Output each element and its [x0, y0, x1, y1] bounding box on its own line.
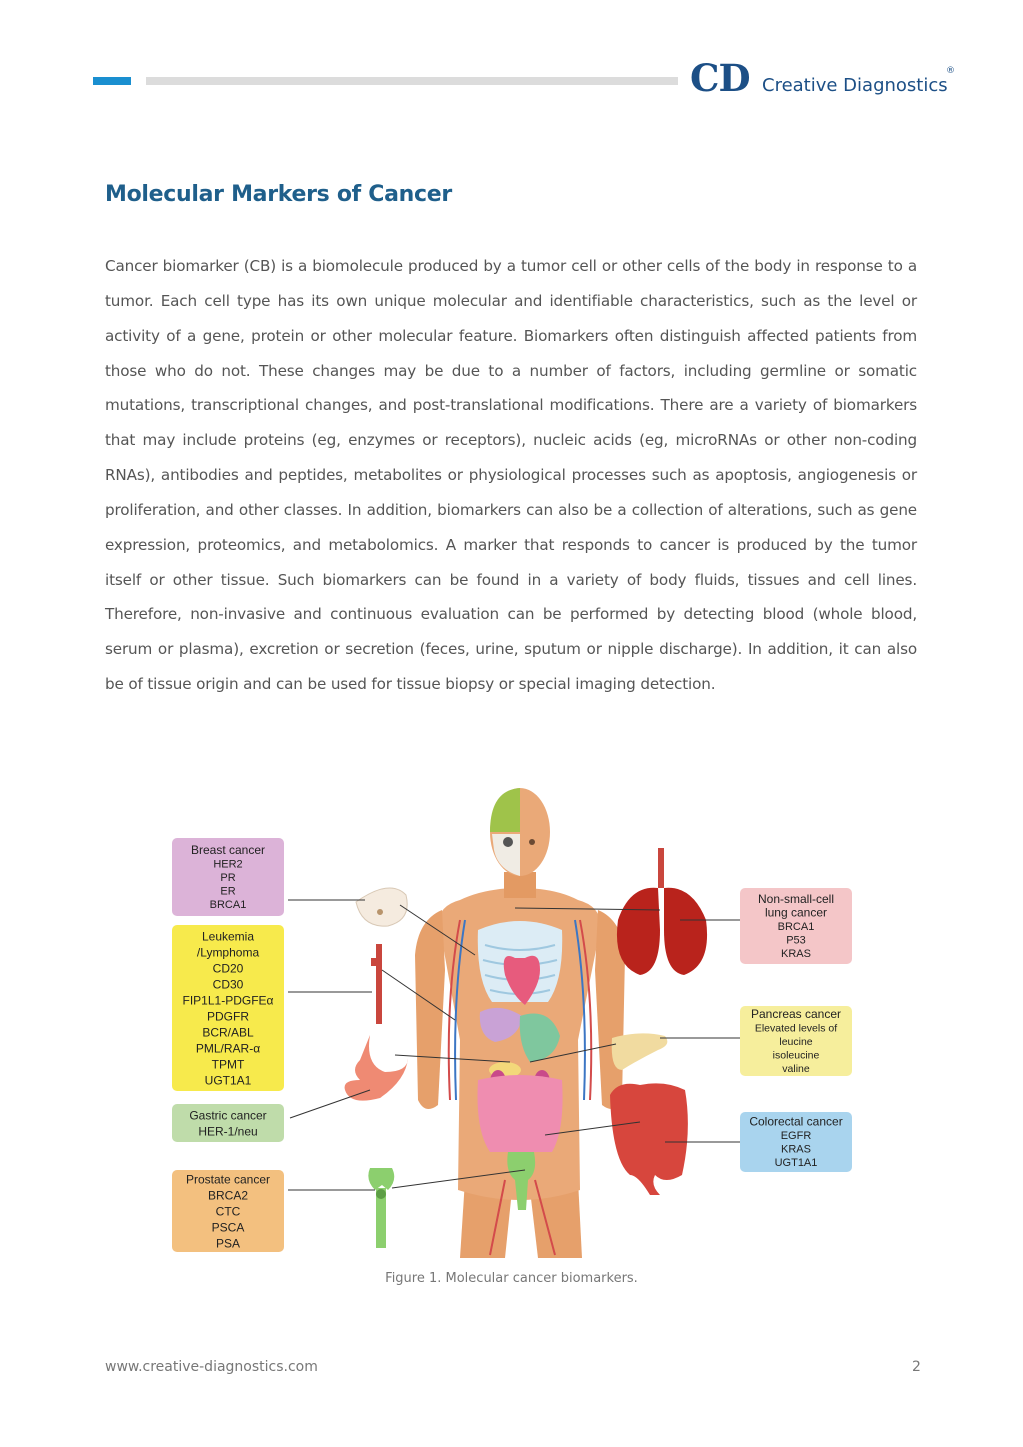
body-paragraph: Cancer biomarker (CB) is a biomolecule produced by a tumor cell or other cells of the body in response to a tumor. Each cell type has its own unique molecular and identifiable characteristics, such as the level or activity of a gene, protein or other molecular feature. Biomarkers often distinguish affected patients from those who do not. These changes may be due to a number of factors, including germline or somatic mutations, transcriptional changes, and post-translational modifications. There are a variety of biomarkers that may include proteins (eg, enzymes or receptors), nucleic acids (eg, microRNAs or other non-coding RNAs), antibodies and peptides, metabolites or physiological processes such as apoptosis, angiogenesis or proliferation, and other classes. In addition, biomarkers can also be a collection of alterations, such as gene expression, proteomics, and metabolomics. A marker that responds to cancer is produced by the tumor itself or other tissue. Such biomarkers can be found in a variety of body fluids, tissues and cell lines. Therefore, non-invasive and continuous evaluation can be performed by detecting blood (whole blood, serum or plasma), excretion or secretion (feces, urine, sputum or nipple discharge). In addition, it can also be of tissue origin and can be used for tissue biopsy or special imaging detection. — [105, 257, 917, 694]
biomarker-label-prostate-0: Prostate cancer — [185, 1172, 271, 1187]
biomarker-label-gastric-0: Gastric cancer — [189, 1108, 267, 1123]
human-body-illustration — [415, 788, 625, 1258]
lungs-icon — [617, 848, 707, 975]
biomarker-label-lung-4: KRAS — [781, 947, 811, 960]
biomarker-label-breast-3: ER — [220, 885, 236, 898]
blood-vessel-icon — [371, 944, 382, 1024]
registered-mark: ® — [946, 66, 955, 76]
biomarker-label-pancreas-4: valine — [782, 1062, 810, 1075]
biomarker-box-leukemia — [172, 925, 284, 1091]
biomarker-label-breast-1: HER2 — [213, 858, 243, 871]
logo-mark: CD — [690, 56, 750, 100]
biomarker-label-pancreas-0: Pancreas cancer — [750, 1006, 842, 1021]
biomarker-label-breast-2: PR — [220, 871, 236, 884]
biomarker-label-leukemia-3: CD30 — [212, 977, 244, 992]
figure-cancer-biomarkers — [160, 780, 880, 1260]
prostate-icon — [368, 1168, 394, 1248]
biomarker-label-pancreas-1: Elevated levels of — [754, 1022, 838, 1035]
biomarker-label-lung-3: P53 — [786, 934, 806, 947]
biomarker-label-leukemia-6: BCR/ABL — [202, 1025, 254, 1040]
biomarker-label-prostate-3: PSCA — [211, 1220, 245, 1235]
biomarker-label-colorectal-2: KRAS — [781, 1143, 811, 1156]
biomarker-label-leukemia-8: TPMT — [211, 1057, 245, 1072]
pancreas-icon — [612, 1033, 668, 1070]
header-rule — [146, 77, 678, 85]
biomarker-box-colorectal — [740, 1112, 852, 1172]
biomarker-label-pancreas-2: leucine — [779, 1035, 813, 1048]
footer-website[interactable]: www.creative-diagnostics.com — [105, 1359, 318, 1375]
biomarker-box-gastric — [172, 1104, 284, 1142]
biomarker-label-breast-0: Breast cancer — [190, 842, 266, 857]
biomarker-label-colorectal-1: EGFR — [780, 1130, 812, 1143]
logo-name: Creative Diagnostics — [762, 75, 948, 96]
breast-icon — [356, 888, 407, 926]
biomarker-box-breast — [172, 838, 284, 916]
biomarker-label-lung-1: lung cancer — [764, 905, 828, 920]
biomarker-label-prostate-2: CTC — [215, 1204, 241, 1219]
header-accent-bar — [93, 77, 131, 85]
page-number: 2 — [912, 1359, 921, 1375]
biomarker-box-pancreas — [740, 1006, 852, 1076]
biomarker-label-pancreas-3: isoleucine — [772, 1049, 820, 1062]
figure-caption: Figure 1. Molecular cancer biomarkers. — [385, 1271, 638, 1286]
biomarker-label-lung-0: Non-small-cell — [757, 891, 835, 906]
figure-illustration — [160, 780, 880, 1260]
biomarker-label-gastric-1: HER-1/neu — [198, 1124, 258, 1139]
biomarker-label-colorectal-3: UGT1A1 — [774, 1157, 818, 1170]
biomarker-label-breast-4: BRCA1 — [209, 898, 247, 911]
biomarker-label-lung-2: BRCA1 — [777, 920, 815, 933]
biomarker-label-leukemia-4: FIP1L1-PDGFEα — [182, 993, 274, 1008]
intestine-icon — [610, 1083, 688, 1195]
biomarker-label-leukemia-7: PML/RAR-α — [195, 1041, 261, 1056]
biomarker-label-prostate-4: PSA — [215, 1236, 241, 1251]
biomarker-label-leukemia-5: PDGFR — [207, 1009, 249, 1024]
biomarker-label-colorectal-0: Colorectal cancer — [749, 1114, 843, 1129]
biomarker-label-leukemia-1: /Lymphoma — [196, 945, 260, 960]
biomarker-box-prostate — [172, 1170, 284, 1252]
biomarker-label-leukemia-9: UGT1A1 — [204, 1073, 252, 1088]
biomarker-box-lung — [740, 888, 852, 964]
stomach-icon — [345, 1035, 408, 1101]
biomarker-label-prostate-1: BRCA2 — [207, 1188, 249, 1203]
page-title: Molecular Markers of Cancer — [105, 182, 452, 207]
biomarker-label-leukemia-2: CD20 — [212, 961, 244, 976]
biomarker-label-leukemia-0: Leukemia — [201, 929, 255, 944]
